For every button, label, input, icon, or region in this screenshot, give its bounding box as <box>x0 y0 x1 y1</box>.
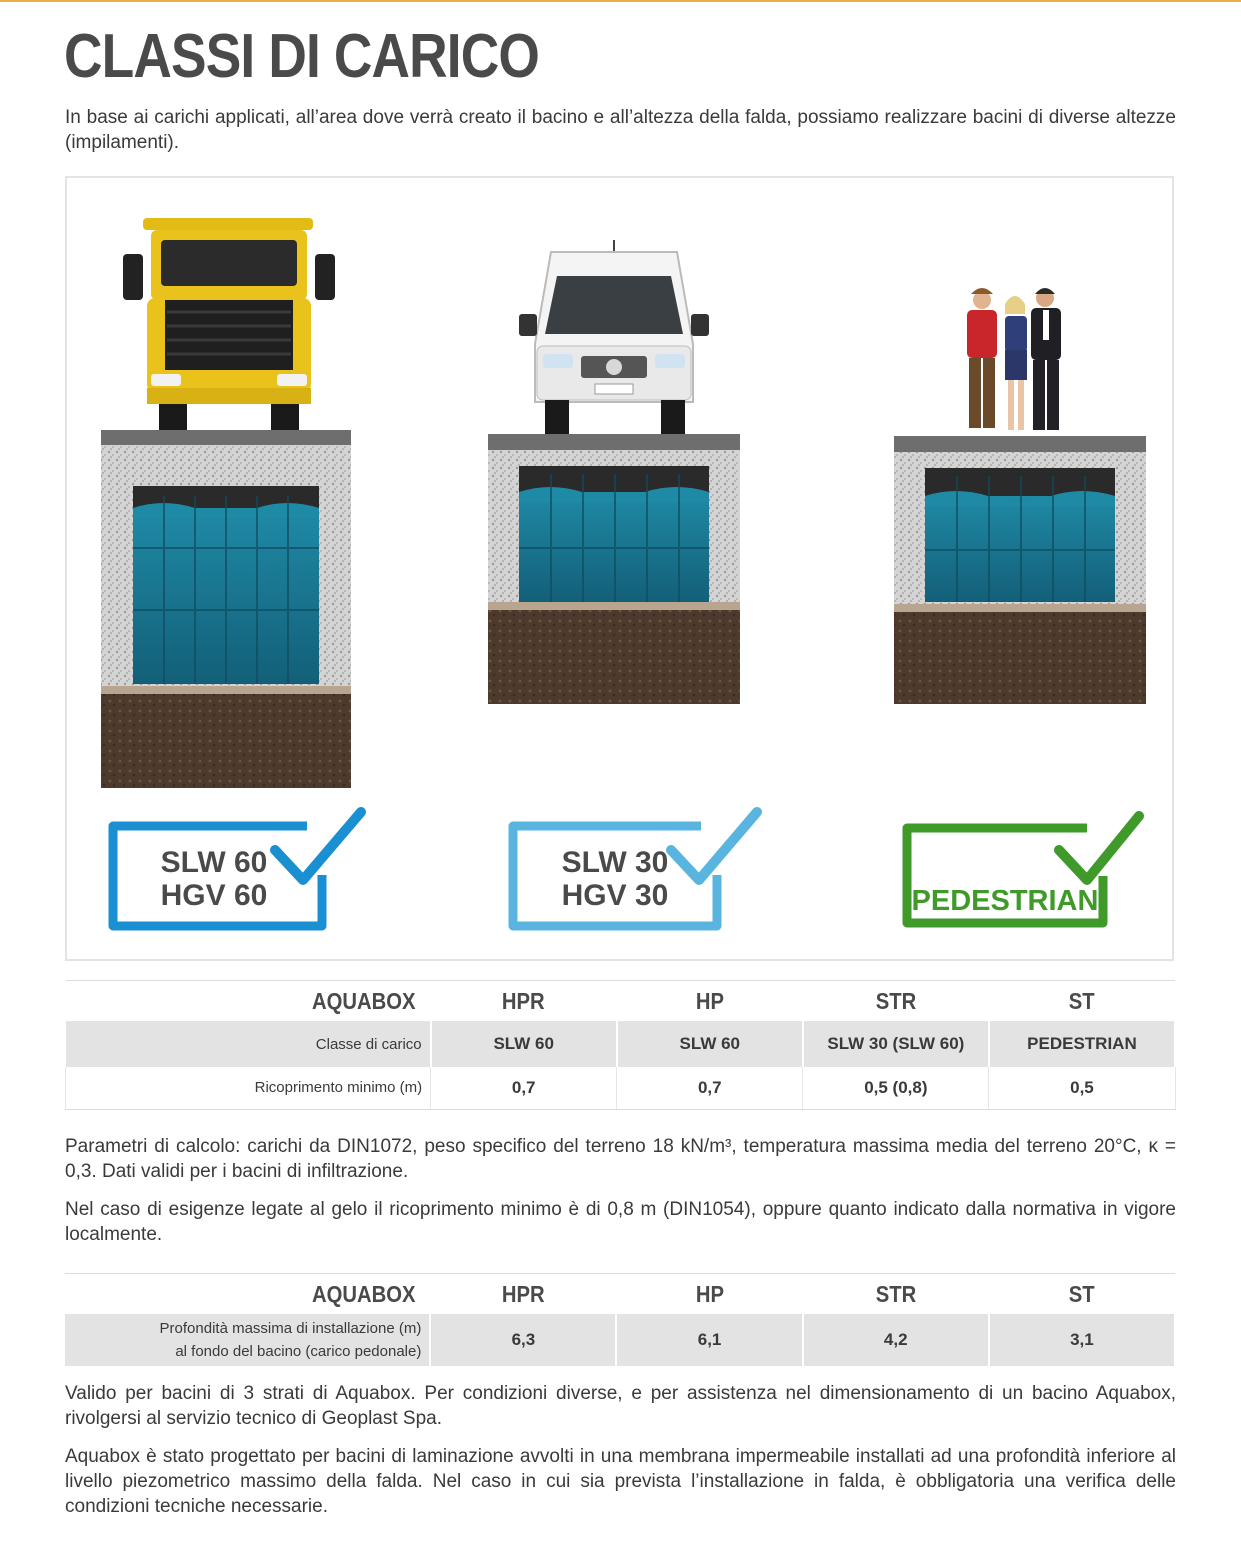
cell: PEDESTRIAN <box>989 1021 1175 1067</box>
table-header-st: ST <box>1069 987 1095 1014</box>
table-row <box>66 1067 1176 1109</box>
badge-slw30 <box>513 812 757 926</box>
frost-paragraph: Nel caso di esigenze legate al gelo il ricoprimento minimo è di 0,8 m (DIN1054), oppure quanto indicato dalla normativa in vigore localmente. <box>65 1199 1176 1245</box>
cell: 6,3 <box>430 1314 616 1366</box>
table-header-aquabox: AQUABOX <box>311 1280 416 1307</box>
membrane-paragraph: Aquabox è stato progettato per bacini di laminazione avvolti in una membrana impermeabile installati ad una profondità inferiore al livello piezometrico massimo della falda. Nel caso in cui sia prevista l’installazione in falda, è obbligatoria una verifica delle condizioni tecniche necessarie. <box>65 1446 1176 1517</box>
table-header-aquabox: AQUABOX <box>312 987 416 1014</box>
cell: SLW 30 (SLW 60) <box>803 1021 989 1067</box>
row-label-line1: Profondità massima di installazione (m) <box>159 1320 422 1337</box>
table-header-st: ST <box>1068 1280 1095 1307</box>
cell: 0,7 <box>431 1067 617 1109</box>
badge-slw60-line2: HGV 60 <box>160 879 268 912</box>
max-depth-table <box>65 1273 1176 1366</box>
page-title: CLASSI DI CARICO <box>64 22 540 91</box>
row-label: Ricoprimento minimo (m) <box>66 1067 431 1109</box>
validity-paragraph: Valido per bacini di 3 strati di Aquabox. Per condizioni diverse, e per assistenza nel dimensionamento di un bacino Aquabox, rivolgersi al servizio tecnico di Geoplast Spa. <box>65 1383 1176 1429</box>
row-label <box>65 1314 430 1366</box>
van-section <box>488 240 740 704</box>
truck-section <box>101 218 351 788</box>
table-header-str: STR <box>875 987 917 1014</box>
table-header-str: STR <box>875 1280 916 1307</box>
people-icon <box>967 288 1061 430</box>
table-row <box>66 1021 1176 1067</box>
badge-pedestrian-label: PEDESTRIAN <box>911 885 1099 917</box>
cell: SLW 60 <box>431 1021 617 1067</box>
badge-slw60-line1: SLW 60 <box>160 846 268 879</box>
pedestrian-section <box>894 288 1146 704</box>
illustration-svg <box>67 178 1172 959</box>
cell: 6,1 <box>616 1314 802 1366</box>
row-label-line2: al fondo del bacino (carico pedonale) <box>175 1343 422 1360</box>
truck-icon <box>123 218 335 430</box>
badge-pedestrian <box>907 816 1139 923</box>
badge-slw30-line1: SLW 30 <box>561 846 669 879</box>
cell: 0,7 <box>617 1067 803 1109</box>
top-accent-line <box>0 0 1241 2</box>
table-header-hpr: HPR <box>502 987 546 1014</box>
load-class-table <box>65 980 1176 1110</box>
table-header-hpr: HPR <box>502 1280 545 1307</box>
intro-paragraph: In base ai carichi applicati, all’area dove verrà creato il bacino e all’altezza della falda, possiamo realizzare bacini di diverse altezze (impilamenti). <box>65 107 1176 153</box>
cell: 0,5 (0,8) <box>803 1067 989 1109</box>
load-class-illustration <box>65 176 1174 961</box>
cell: 4,2 <box>803 1314 989 1366</box>
van-icon <box>519 240 709 434</box>
table-header-row <box>65 1274 1175 1315</box>
table-header-hp: HP <box>695 1280 724 1307</box>
cell: 3,1 <box>989 1314 1175 1366</box>
cell: 0,5 <box>989 1067 1175 1109</box>
table-row <box>65 1314 1175 1366</box>
badge-slw60 <box>113 812 361 926</box>
calc-parameters-paragraph: Parametri di calcolo: carichi da DIN1072, peso specifico del terreno 18 kN/m³, temperatura massima media del terreno 20°C, κ = 0,3. Dati validi per i bacini di infiltrazione. <box>65 1136 1176 1182</box>
row-label: Classe di carico <box>66 1021 431 1067</box>
table-header-hp: HP <box>695 987 724 1014</box>
badge-slw30-line2: HGV 30 <box>561 879 669 912</box>
cell: SLW 60 <box>617 1021 803 1067</box>
table-header-row <box>66 981 1176 1022</box>
